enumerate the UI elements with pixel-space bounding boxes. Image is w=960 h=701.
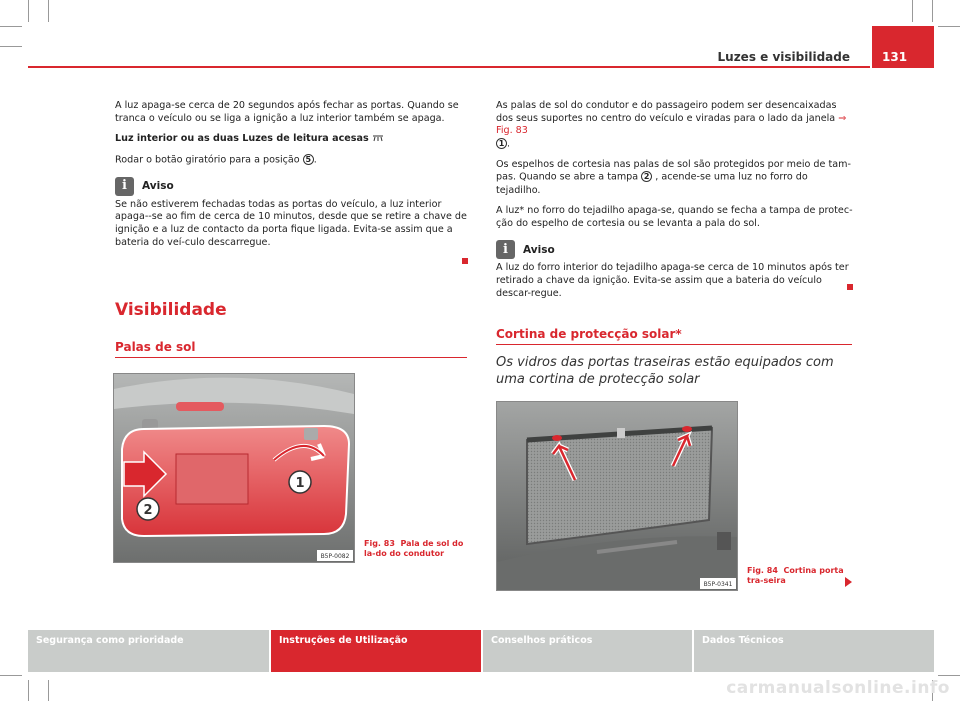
crop-mark [932,0,933,22]
left-column [115,100,470,249]
position-number-badge: 1 [496,138,507,149]
header-rule [28,66,870,68]
crop-mark [28,0,29,22]
figure-rear-blind [496,401,738,591]
note-text: Se não estiverem fechadas todas as portas do veículo, a luz interior apaga--se ao fim de cerca de 10 minutos, desde que se retire a chave de ignição e a luz de contacto da porta fique ligada. Evita-se assim que a bateria do veí-culo descarregue. [115,198,467,248]
continue-arrow-icon [845,577,852,587]
paragraph: A luz apaga-se cerca de 20 segundos após fechar as portas. Quando se tranca o veículo ou se liga a ignição a luz interior também se apaga. [115,100,459,124]
position-number-badge: 5 [303,154,314,165]
note-header [496,240,854,259]
footer-tab-dados[interactable]: Dados Técnicos [694,630,934,672]
info-icon: i [496,240,515,259]
rear-blind-illustration [497,402,737,590]
section-end-mark [847,284,853,290]
figure-sun-visor [113,373,355,563]
figure-label-1: 1 [295,476,305,491]
figure-number: Fig. 83 [364,539,395,548]
page-number: 131 [872,26,934,68]
crop-mark [48,680,49,701]
figure-caption [747,566,847,586]
info-icon: i [115,177,134,196]
note-header [115,177,470,196]
section-end-mark [462,258,468,264]
section-subtitle: Os vidros das portas traseiras estão equipados com uma cortina de protecção solar [496,355,834,387]
paragraph: Rodar o botão giratório para a posição 5 . [115,154,317,166]
sun-visor-illustration [114,374,354,562]
subsection-title: Palas de sol [115,340,196,354]
subsection-title: Cortina de protecção solar* [496,327,682,341]
paragraph-text: Rodar o botão giratório para a posição [115,154,300,166]
watermark: carmanualsonline.info [726,678,950,698]
crop-mark [0,46,22,47]
figure-caption [364,539,464,559]
figure-label-2: 2 [143,503,153,518]
section-title: Visibilidade [115,300,227,320]
paragraph: A luz* no forro do tejadilho apaga-se, quando se fecha a tampa de protec-ção do espelho de cortesia ou se levanta a pala do sol. [496,205,853,229]
subsection-rule [496,344,852,345]
figure-reference-link[interactable]: ⇒ Fig. 83 [496,112,847,137]
footer-tab-instrucoes[interactable]: Instruções de Utilização [271,630,481,672]
crop-mark [912,0,913,22]
figure-code: B5P-0082 [320,553,350,560]
crop-mark [28,680,29,701]
figure-caption-text: Pala de sol do la-do do condutor [364,539,464,558]
figure-caption-text: Cortina porta tra-seira [747,566,844,585]
paragraph-text: , acende-se uma luz no forro do tejadilho. [496,171,808,196]
paragraph: As palas de sol do condutor e do passageiro podem ser desencaixadas dos seus suportes no centro do veículo e viradas para o lado da janela ⇒ Fig. 83 1 . [496,100,847,150]
crop-mark [0,675,22,676]
right-column [496,100,854,300]
crop-mark [48,0,49,22]
footer-tab-conselhos[interactable]: Conselhos práticos [483,630,692,672]
running-header: Luzes e visibilidade [717,50,850,64]
paragraph-text: As palas de sol do condutor e do passageiro podem ser desencaixadas dos seus suportes no centro do veículo e viradas para o lado da janela [496,100,837,124]
paragraph [115,133,470,146]
crop-mark [0,26,22,27]
note-title: Aviso [142,180,174,193]
footer-tab-seguranca[interactable]: Segurança como prioridade [28,630,269,672]
note-title: Aviso [523,243,555,256]
crop-mark [938,26,960,27]
note-text: A luz do forro interior do tejadilho apaga-se cerca de 10 minutos após ter retirado a chave da ignição. Evita-se assim que a bateria do veículo descar-regue. [496,262,849,299]
subsection-rule [115,357,467,358]
paragraph [496,159,854,197]
paragraph-text: Os espelhos de cortesia nas palas de sol são protegidos por meio de tam-pas. Quando se abre a tampa [496,158,851,183]
interior-light-icon [372,134,384,142]
bold-heading: Luz interior ou as duas Luzes de leitura acesas [115,133,369,145]
figure-number: Fig. 84 [747,566,778,575]
figure-code: B5P-0341 [703,581,733,588]
position-number-badge: 2 [641,171,652,182]
crop-mark [938,675,960,676]
